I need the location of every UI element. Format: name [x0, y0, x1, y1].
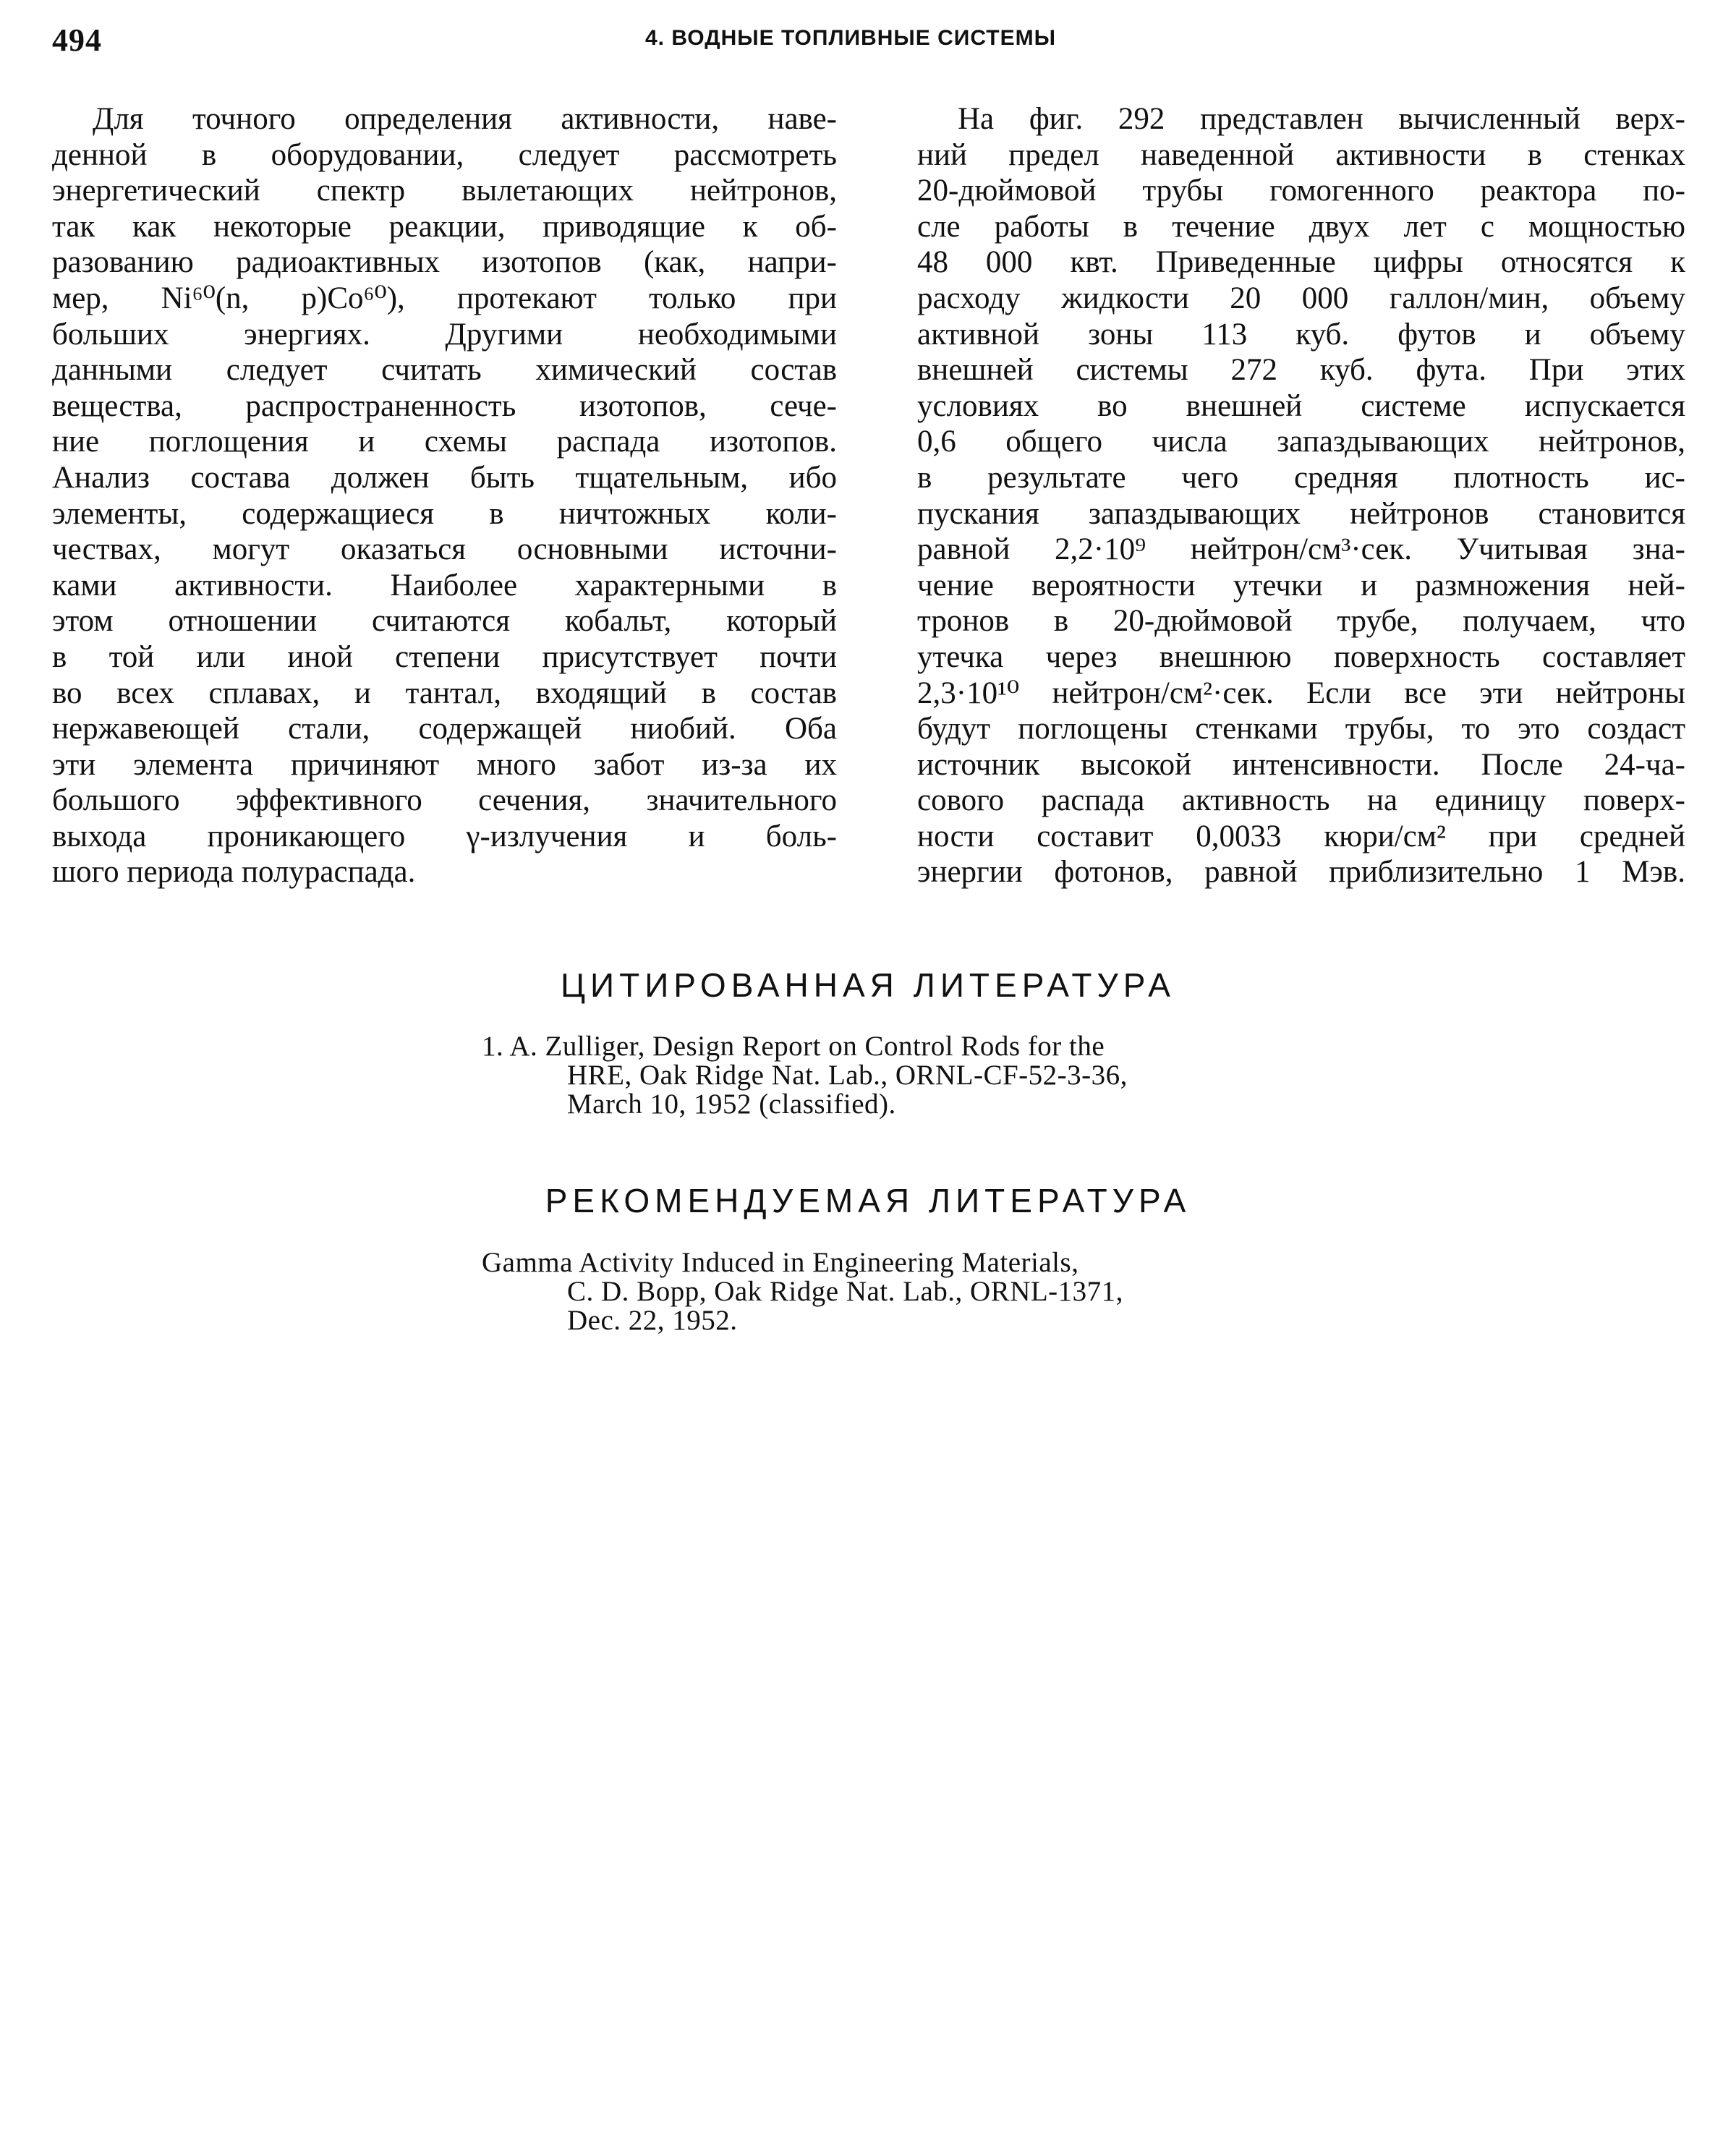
text-line: пускания запаздывающих нейтронов становится	[917, 496, 1685, 531]
reference-line: C. D. Bopp, Oak Ridge Nat. Lab., ORNL-1371,	[567, 1276, 1123, 1307]
text-line: 0,6 общего числа запаздывающих нейтронов,	[917, 425, 1685, 459]
text-line: сового распада активность на единицу поверх-	[917, 783, 1685, 818]
text-line: выхода проникающего γ-излучения и боль-	[52, 819, 837, 853]
reference-line: March 10, 1952 (classified).	[567, 1089, 896, 1120]
text-line: элементы, содержащиеся в ничтожных коли-	[52, 496, 837, 531]
text-line: нержавеющей стали, содержащей ниобий. Оба	[52, 712, 837, 746]
reference-line: 1. A. Zulliger, Design Report on Control Rods for the	[482, 1031, 1105, 1062]
text-line: так как некоторые реакции, приводящие к об-	[52, 209, 837, 244]
text-line: мер, Ni⁶⁰(n, p)Co⁶⁰), протекают только при	[52, 281, 837, 315]
text-line: больших энергиях. Другими необходимыми	[52, 317, 837, 352]
left-column	[52, 101, 837, 890]
section-title: ЦИТИРОВАННАЯ ЛИТЕРАТУРА	[561, 966, 1175, 1004]
text-line: 48 000 квт. Приведенные цифры относятся к	[917, 245, 1685, 280]
text-line: ний предел наведенной активности в стенках	[917, 137, 1685, 172]
text-line: условиях во внешней системе испускается	[917, 388, 1685, 423]
cited-literature-heading	[0, 966, 1736, 1005]
text-line: сле работы в течение двух лет с мощностью	[917, 209, 1685, 244]
text-line: расходу жидкости 20 000 галлон/мин, объему	[917, 281, 1685, 315]
page-number: 494	[52, 22, 102, 58]
reference-line: HRE, Oak Ridge Nat. Lab., ORNL-CF-52-3-36,	[567, 1060, 1128, 1091]
cited-reference	[482, 1032, 1128, 1119]
recommended-reference	[482, 1248, 1123, 1335]
text-line: чение вероятности утечки и размножения ней-	[917, 568, 1685, 603]
text-line: ности составит 0,0033 кюри/см² при средней	[917, 819, 1685, 853]
text-line: 20-дюймовой трубы гомогенного реактора по-	[917, 174, 1685, 208]
reference-line: Dec. 22, 1952.	[567, 1305, 738, 1336]
text-line: шого периода полураспада.	[52, 855, 416, 890]
text-line: активной зоны 113 куб. футов и объему	[917, 317, 1685, 352]
right-column	[917, 101, 1685, 890]
recommended-literature-heading	[0, 1181, 1736, 1220]
text-line: данными следует считать химический состав	[52, 353, 837, 388]
text-line: ками активности. Наиболее характерными в	[52, 568, 837, 603]
text-line: равной 2,2·10⁹ нейтрон/см³·сек. Учитывая зна-	[917, 532, 1685, 567]
text-line: Для точного определения активности, наве-	[93, 102, 837, 136]
running-title: 4. ВОДНЫЕ ТОПЛИВНЫЕ СИСТЕМЫ	[645, 26, 1056, 50]
text-line: вещества, распространенность изотопов, сече-	[52, 388, 837, 423]
text-line: На фиг. 292 представлен вычисленный верх-	[958, 102, 1685, 136]
text-line: эти элемента причиняют много забот из-за их	[52, 747, 837, 782]
text-line: источник высокой интенсивности. После 24-ча-	[917, 747, 1685, 782]
page-header	[52, 22, 1694, 65]
section-title: РЕКОМЕНДУЕМАЯ ЛИТЕРАТУРА	[545, 1182, 1191, 1219]
text-line: в результате чего средняя плотность ис-	[917, 460, 1685, 495]
text-line: во всех сплавах, и тантал, входящий в состав	[52, 676, 837, 710]
text-line: разованию радиоактивных изотопов (как, напри-	[52, 245, 837, 280]
text-line: Анализ состава должен быть тщательным, ибо	[52, 460, 837, 495]
text-line: тронов в 20-дюймовой трубе, получаем, что	[917, 604, 1685, 639]
text-line: этом отношении считаются кобальт, который	[52, 604, 837, 639]
text-line: в той или иной степени присутствует почти	[52, 639, 837, 674]
text-line: большого эффективного сечения, значительного	[52, 783, 837, 818]
text-line: утечка через внешнюю поверхность составляет	[917, 639, 1685, 674]
text-line: внешней системы 272 куб. фута. При этих	[917, 353, 1685, 388]
reference-line: Gamma Activity Induced in Engineering Materials,	[482, 1247, 1079, 1278]
text-line: 2,3·10¹⁰ нейтрон/см²·сек. Если все эти нейтроны	[917, 676, 1685, 710]
text-line: энергетический спектр вылетающих нейтронов,	[52, 174, 837, 208]
text-line: ние поглощения и схемы распада изотопов.	[52, 425, 837, 459]
text-line: чествах, могут оказаться основными источни-	[52, 532, 837, 567]
text-line: денной в оборудовании, следует рассмотреть	[52, 137, 837, 172]
text-line: энергии фотонов, равной приблизительно 1 Мэв.	[917, 855, 1685, 890]
text-line: будут поглощены стенками трубы, то это создаст	[917, 712, 1685, 746]
